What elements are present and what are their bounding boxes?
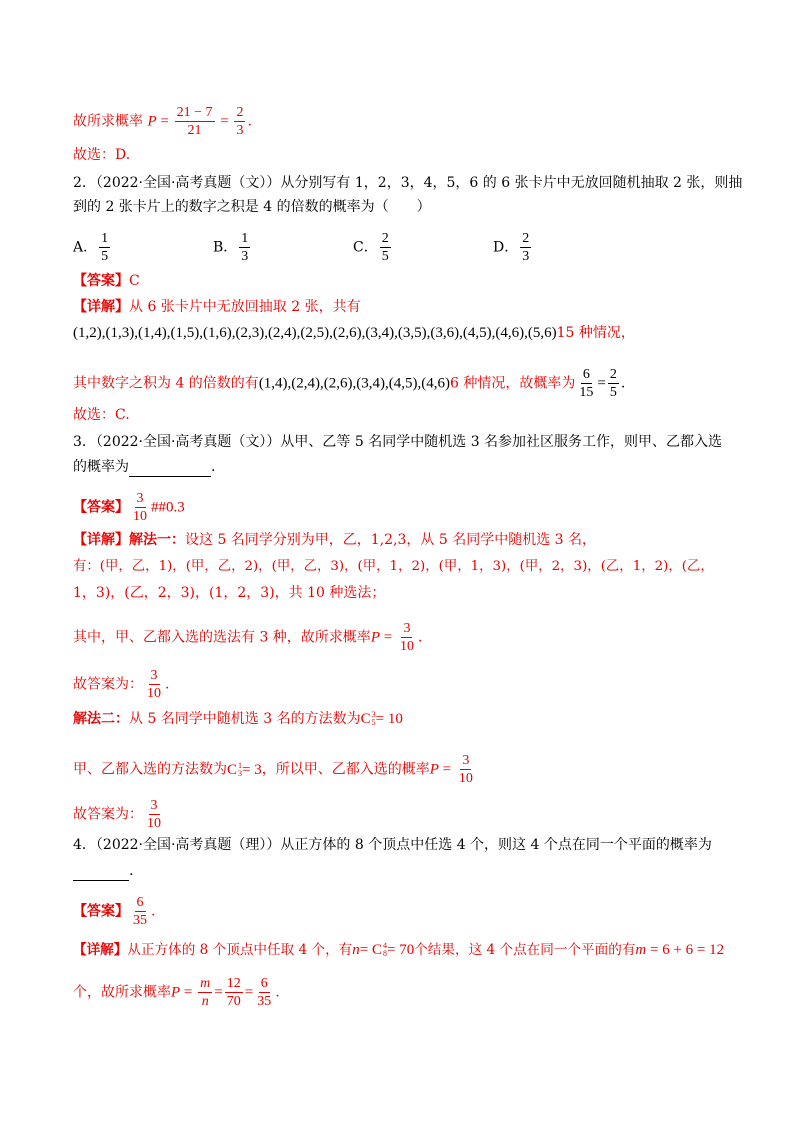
stem-text: 的概率为 (73, 459, 129, 475)
q4-answer (73, 894, 155, 929)
option-label: B． (213, 239, 238, 256)
period: . (275, 984, 280, 1001)
comb-value: = 70 (387, 942, 415, 958)
fraction (577, 366, 595, 401)
fraction (145, 667, 163, 702)
answer-blank (73, 864, 129, 881)
option-label: D． (493, 239, 519, 256)
fraction (520, 230, 531, 265)
comb-sub: 8 (383, 949, 387, 958)
numerator: 21 − 7 (176, 105, 213, 120)
fraction (175, 104, 215, 139)
answer-value: C (129, 273, 140, 289)
q3-ans-line1: 故答案为： $\frac{3}{10}$ . (73, 668, 170, 701)
combination (361, 709, 403, 729)
q3-detail3: 1，3)，(乙，2，3)，(1，2，3)，共 10 种选法； (73, 585, 386, 601)
comb-sup: 4 (383, 941, 387, 950)
fraction (608, 366, 619, 401)
period: . (151, 903, 156, 920)
numerator: 3 (150, 798, 158, 813)
q3-method2 (73, 709, 403, 729)
numerator: m (200, 976, 211, 991)
fraction (131, 490, 149, 525)
period: . (247, 113, 252, 130)
denominator: 3 (236, 123, 244, 138)
eq: = (156, 113, 173, 130)
var-n: n (352, 942, 360, 958)
detail-tag: 【详解】 (73, 942, 128, 958)
ans-text: 故答案为： (73, 676, 143, 693)
comb-value: = 3 (242, 761, 262, 778)
comb-c: = C (359, 942, 382, 958)
denominator: n (201, 994, 209, 1009)
numerator: 1 (101, 231, 109, 246)
numerator: 1 (241, 231, 249, 246)
q3-detail4: 其中，甲、乙都入选的选法有 3 种，故所求概率P = $\frac{3}{10}$ . (73, 621, 423, 654)
good-pairs: (1,4),(2,4),(2,6),(3,4),(4,5),(4,6) (258, 375, 451, 392)
numerator: 2 (609, 367, 617, 382)
detail-text: 个，故所求概率 (73, 984, 171, 1001)
prob-line (73, 104, 252, 139)
pairs-tail: 15 种情况， (556, 325, 635, 341)
answer-blank (129, 460, 211, 477)
q4-stem-line1: 4．（2022·全国·高考真题（理））从正方体的 8 个顶点中任选 4 个，则这 4 个点在同一个平面的概率为 (73, 837, 712, 853)
q3-ans-line2 (73, 797, 165, 832)
q2-answer (73, 271, 140, 291)
combination (360, 940, 414, 960)
numerator: 2 (522, 231, 530, 246)
q3-stem-line2 (73, 457, 215, 477)
pairs-list: (1,2),(1,3),(1,4),(1,5),(1,6),(2,3),(2,4),(2,5),(2,6),(3,4),(3,5),(3,6),(4,5),(4,6),(5,6) (73, 325, 557, 341)
comb-sub: 5 (371, 718, 376, 727)
denominator: 3 (241, 249, 249, 264)
numerator: 3 (403, 621, 411, 636)
denominator: 70 (226, 994, 241, 1009)
period: . (211, 459, 216, 475)
detail-text: ，所以甲、乙都入选的概率 (261, 761, 430, 778)
q3-stem-line1: 3．（2022·全国·高考真题（文））从甲、乙等 5 名同学中随机选 3 名参加社区服务工作，则甲、乙都入选 (73, 434, 723, 450)
fraction (239, 230, 250, 265)
denominator: 10 (458, 771, 473, 786)
fraction (255, 975, 273, 1010)
answer-tag: 【答案】 (73, 903, 129, 920)
q3-answer (73, 490, 185, 525)
detail-text: 其中数字之积为 4 的倍数的有 (73, 375, 259, 392)
denominator: 35 (133, 913, 147, 928)
detail-text: 个结果，这 4 个点在同一个平面的有 (414, 942, 636, 958)
prob-text: 故所求概率 (73, 113, 143, 130)
comb-sup: 1 (238, 760, 243, 770)
denominator: 10 (133, 509, 147, 524)
comb-sub: 3 (238, 768, 243, 778)
eq: = (216, 113, 233, 130)
fraction (225, 975, 243, 1010)
q3-detail1 (73, 530, 596, 550)
detail-tag: 【详解】 (73, 532, 129, 548)
detail-text: 从 5 名同学中随机选 3 名的方法数为 (129, 711, 361, 727)
q2-option-d (493, 230, 533, 265)
q2-option-b (213, 230, 252, 265)
method-title: 解法二： (73, 711, 129, 727)
q2-option-a (73, 230, 112, 265)
fraction (457, 752, 475, 787)
q2-option-c (353, 230, 393, 265)
q2-detail3: 其中数字之积为 4 的倍数的有(1,4),(2,4),(2,6),(3,4),(4,5),(4,6)6 种情况，故概率为 $\frac{6}{15}$ = $\frac{2}{5}$ . (73, 367, 626, 400)
comb-c: C (227, 761, 238, 778)
fraction (99, 230, 110, 265)
fraction (145, 797, 163, 832)
detail-text: 从 6 张卡片中无放回抽取 2 张，共有 (129, 299, 361, 315)
answer-tag: 【答案】 (73, 499, 129, 516)
var-p: P (147, 113, 157, 130)
detail-text: 从正方体的 8 个顶点中任取 4 个，有 (127, 942, 353, 958)
denominator: 5 (381, 249, 389, 264)
var-m: m (635, 942, 647, 958)
period: . (129, 863, 134, 879)
denominator: 10 (147, 816, 161, 831)
detail-text: 甲、乙都入选的方法数为 (73, 761, 227, 778)
fraction (234, 104, 245, 139)
numerator: 6 (136, 895, 144, 910)
detail-tag: 【详解】 (73, 299, 129, 315)
q4-detail2: 个，故所求概率P = $\frac{m}{n}$ = $\frac{12}{70}$ = $\frac{6}{35}$ . (73, 976, 280, 1009)
choice-line: 故选：D. (73, 147, 131, 163)
fraction (131, 894, 149, 929)
detail-text: 设这 5 名同学分别为甲，乙，1,2,3，从 5 名同学中随机选 3 名， (185, 532, 597, 548)
fraction (380, 230, 391, 265)
q2-stem-line2: 到的 2 张卡片上的数字之积是 4 的倍数的概率为（ ） (73, 199, 431, 215)
q2-pairs-line (73, 323, 635, 343)
q2-final: 故选：C. (73, 407, 130, 423)
answer-alt: ##0.3 (151, 499, 185, 516)
q2-detail1 (73, 297, 361, 317)
option-label: C． (353, 239, 378, 256)
detail-text: 其中，甲、乙都入选的选法有 3 种，故所求概率 (73, 629, 371, 646)
ans-text: 故答案为： (73, 806, 143, 823)
numerator: 2 (236, 105, 244, 120)
denominator: 10 (147, 686, 161, 701)
denominator: 5 (609, 385, 617, 400)
comb-value: = 10 (375, 711, 403, 727)
numerator: 6 (260, 976, 268, 991)
q2-stem-line1: 2．（2022·全国·高考真题（文））从分别写有 1，2，3，4，5，6 的 6 张卡片中无放回随机抽取 2 张，则抽 (73, 175, 743, 191)
method-title: 解法一： (129, 532, 185, 548)
answer-tag: 【答案】 (73, 273, 129, 289)
numerator: 6 (582, 367, 590, 382)
option-label: A． (73, 239, 98, 256)
denominator: 10 (399, 639, 414, 654)
denominator: 5 (101, 249, 109, 264)
q4-stem-line2 (73, 861, 133, 881)
q4-detail1 (73, 940, 724, 960)
denominator: 3 (522, 249, 530, 264)
fraction (198, 975, 212, 1010)
numerator: 3 (150, 668, 158, 683)
numerator: 12 (226, 976, 241, 991)
denominator: 35 (257, 994, 272, 1009)
q3-method2-b: 甲、乙都入选的方法数为 C 1 3 = 3 ，所以甲、乙都入选的概率P = $\frac{3}{10}$ (73, 753, 473, 786)
m-value: = 6 + 6 = 12 (646, 942, 725, 958)
denominator: 21 (187, 123, 202, 138)
fraction (398, 620, 416, 655)
denominator: 15 (579, 385, 594, 400)
comb-sup: 3 (371, 710, 376, 719)
numerator: 3 (136, 491, 144, 506)
combination (227, 760, 262, 780)
numerator: 2 (381, 231, 389, 246)
numerator: 3 (462, 753, 470, 768)
detail-text: 6 种情况，故概率为 (450, 375, 576, 392)
comb-c: C (360, 711, 371, 727)
q3-detail2: 有：(甲，乙，1)，(甲，乙，2)，(甲，乙，3)，(甲，1，2)，(甲，1，3)，(甲，2，3)，(乙，1，2)，(乙， (73, 559, 714, 574)
